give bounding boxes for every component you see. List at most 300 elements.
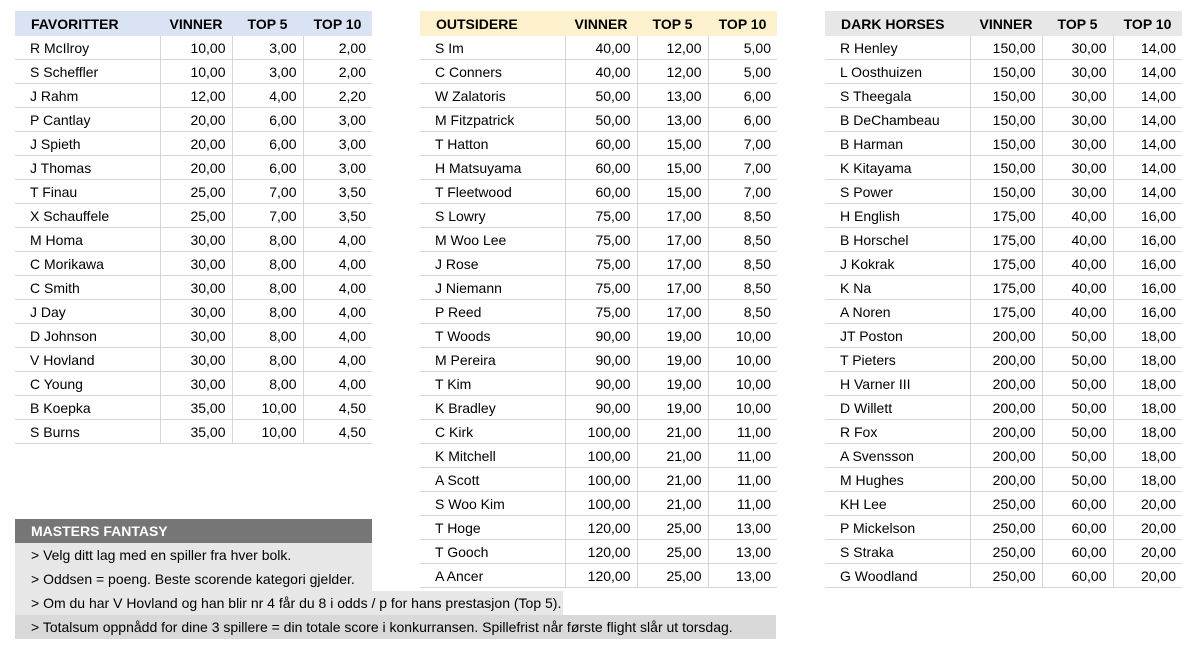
- table-row: [15, 156, 372, 180]
- player-name: JT Poston: [825, 324, 970, 348]
- odds-value: 75,00: [565, 252, 637, 276]
- player-name: P Mickelson: [825, 516, 970, 540]
- odds-value: 60,00: [565, 180, 637, 204]
- odds-value: 8,50: [708, 300, 777, 324]
- player-name: J Rose: [420, 252, 565, 276]
- table-row: [15, 36, 372, 60]
- odds-value: 16,00: [1113, 204, 1182, 228]
- fantasy-rule: > Om du har V Hovland og han blir nr 4 får du 8 i odds / p for hans prestasjon (Top 5).: [15, 591, 563, 615]
- odds-value: 30,00: [1042, 60, 1113, 84]
- table-row: [420, 396, 777, 420]
- odds-value: 17,00: [637, 204, 708, 228]
- odds-value: 30,00: [1042, 108, 1113, 132]
- table-row: [825, 492, 1182, 516]
- odds-value: 200,00: [970, 372, 1042, 396]
- table-row: [825, 276, 1182, 300]
- player-name: M Pereira: [420, 348, 565, 372]
- odds-value: 8,50: [708, 252, 777, 276]
- table-row: [825, 444, 1182, 468]
- odds-value: 175,00: [970, 252, 1042, 276]
- table-row: [420, 444, 777, 468]
- dark-horses-table: [825, 11, 1182, 588]
- player-name: S Lowry: [420, 204, 565, 228]
- column-header: VINNER: [574, 15, 628, 32]
- odds-value: 18,00: [1113, 348, 1182, 372]
- odds-value: 60,00: [1042, 516, 1113, 540]
- odds-value: 14,00: [1113, 132, 1182, 156]
- odds-value: 150,00: [970, 156, 1042, 180]
- odds-value: 8,00: [232, 300, 303, 324]
- odds-value: 2,20: [303, 84, 372, 108]
- odds-value: 7,00: [232, 180, 303, 204]
- player-name: T Finau: [15, 180, 160, 204]
- table-row: [420, 348, 777, 372]
- odds-value: 120,00: [565, 540, 637, 564]
- player-name: T Hoge: [420, 516, 565, 540]
- odds-value: 10,00: [708, 372, 777, 396]
- player-name: J Kokrak: [825, 252, 970, 276]
- odds-value: 30,00: [1042, 132, 1113, 156]
- player-name: M Hughes: [825, 468, 970, 492]
- table-row: [825, 372, 1182, 396]
- odds-value: 3,00: [232, 60, 303, 84]
- player-name: K Bradley: [420, 396, 565, 420]
- odds-value: 12,00: [637, 60, 708, 84]
- odds-value: 60,00: [1042, 540, 1113, 564]
- table-row: [825, 204, 1182, 228]
- odds-value: 10,00: [708, 348, 777, 372]
- player-name: H Varner III: [825, 372, 970, 396]
- odds-value: 30,00: [1042, 36, 1113, 60]
- table-row: [825, 396, 1182, 420]
- odds-value: 21,00: [637, 420, 708, 444]
- favoritter-table: [15, 11, 372, 444]
- odds-value: 4,50: [303, 396, 372, 420]
- odds-value: 21,00: [637, 492, 708, 516]
- table-row: [15, 108, 372, 132]
- odds-value: 4,00: [303, 252, 372, 276]
- table-row: [420, 324, 777, 348]
- player-name: T Hatton: [420, 132, 565, 156]
- player-name: S Scheffler: [15, 60, 160, 84]
- player-name: M Fitzpatrick: [420, 108, 565, 132]
- table-row: [825, 36, 1182, 60]
- odds-value: 40,00: [1042, 204, 1113, 228]
- player-name: S Straka: [825, 540, 970, 564]
- odds-value: 75,00: [565, 276, 637, 300]
- player-name: P Reed: [420, 300, 565, 324]
- odds-value: 100,00: [565, 444, 637, 468]
- odds-value: 2,00: [303, 60, 372, 84]
- masters-fantasy-title: MASTERS FANTASY: [15, 519, 372, 543]
- odds-value: 4,00: [232, 84, 303, 108]
- odds-value: 150,00: [970, 132, 1042, 156]
- table-header-row: [420, 11, 777, 36]
- category-header: DARK HORSES: [841, 15, 945, 32]
- player-name: S Woo Kim: [420, 492, 565, 516]
- table-row: [825, 156, 1182, 180]
- odds-value: 13,00: [637, 108, 708, 132]
- odds-value: 50,00: [1042, 396, 1113, 420]
- odds-value: 35,00: [160, 396, 232, 420]
- table-row: [15, 324, 372, 348]
- odds-value: 30,00: [160, 228, 232, 252]
- player-name: D Johnson: [15, 324, 160, 348]
- odds-value: 14,00: [1113, 84, 1182, 108]
- odds-value: 17,00: [637, 228, 708, 252]
- table-row: [420, 228, 777, 252]
- odds-value: 75,00: [565, 300, 637, 324]
- table-row: [15, 276, 372, 300]
- table-row: [825, 348, 1182, 372]
- player-name: K Kitayama: [825, 156, 970, 180]
- player-name: S Power: [825, 180, 970, 204]
- odds-value: 30,00: [160, 324, 232, 348]
- player-name: J Rahm: [15, 84, 160, 108]
- odds-value: 8,50: [708, 204, 777, 228]
- player-name: S Im: [420, 36, 565, 60]
- odds-value: 16,00: [1113, 252, 1182, 276]
- player-name: M Homa: [15, 228, 160, 252]
- odds-value: 175,00: [970, 300, 1042, 324]
- player-name: H English: [825, 204, 970, 228]
- player-name: R McIlroy: [15, 36, 160, 60]
- player-name: A Noren: [825, 300, 970, 324]
- odds-value: 120,00: [565, 516, 637, 540]
- odds-value: 4,00: [303, 324, 372, 348]
- odds-value: 120,00: [565, 564, 637, 588]
- table-row: [15, 300, 372, 324]
- table-row: [15, 372, 372, 396]
- odds-value: 2,00: [303, 36, 372, 60]
- odds-value: 16,00: [1113, 228, 1182, 252]
- table-row: [15, 396, 372, 420]
- odds-value: 7,00: [232, 204, 303, 228]
- odds-value: 150,00: [970, 84, 1042, 108]
- category-header: FAVORITTER: [31, 15, 119, 32]
- odds-value: 15,00: [637, 180, 708, 204]
- table-row: [420, 252, 777, 276]
- odds-value: 30,00: [160, 252, 232, 276]
- table-row: [420, 300, 777, 324]
- odds-value: 18,00: [1113, 468, 1182, 492]
- odds-value: 40,00: [1042, 252, 1113, 276]
- odds-value: 11,00: [708, 468, 777, 492]
- odds-value: 3,50: [303, 204, 372, 228]
- column-header: TOP 5: [652, 15, 693, 32]
- odds-value: 4,00: [303, 228, 372, 252]
- odds-value: 12,00: [637, 36, 708, 60]
- table-row: [420, 516, 777, 540]
- odds-value: 11,00: [708, 444, 777, 468]
- table-row: [15, 84, 372, 108]
- odds-value: 50,00: [1042, 444, 1113, 468]
- odds-value: 20,00: [160, 156, 232, 180]
- player-name: B Horschel: [825, 228, 970, 252]
- odds-value: 175,00: [970, 228, 1042, 252]
- table-row: [420, 540, 777, 564]
- table-row: [420, 372, 777, 396]
- odds-value: 175,00: [970, 276, 1042, 300]
- odds-value: 60,00: [565, 132, 637, 156]
- odds-value: 18,00: [1113, 420, 1182, 444]
- odds-value: 90,00: [565, 396, 637, 420]
- player-name: H Matsuyama: [420, 156, 565, 180]
- odds-value: 19,00: [637, 372, 708, 396]
- player-name: K Mitchell: [420, 444, 565, 468]
- table-row: [825, 252, 1182, 276]
- odds-value: 10,00: [232, 396, 303, 420]
- odds-value: 40,00: [1042, 300, 1113, 324]
- table-row: [825, 132, 1182, 156]
- odds-value: 175,00: [970, 204, 1042, 228]
- odds-value: 25,00: [160, 204, 232, 228]
- table-row: [420, 276, 777, 300]
- odds-value: 13,00: [708, 564, 777, 588]
- odds-value: 10,00: [708, 324, 777, 348]
- odds-value: 50,00: [1042, 372, 1113, 396]
- odds-value: 14,00: [1113, 180, 1182, 204]
- player-name: C Conners: [420, 60, 565, 84]
- column-header: TOP 5: [1057, 15, 1098, 32]
- player-name: B Harman: [825, 132, 970, 156]
- odds-value: 6,00: [232, 108, 303, 132]
- odds-value: 100,00: [565, 468, 637, 492]
- odds-value: 20,00: [1113, 564, 1182, 588]
- table-row: [420, 132, 777, 156]
- table-row: [15, 252, 372, 276]
- odds-value: 40,00: [1042, 228, 1113, 252]
- odds-value: 200,00: [970, 420, 1042, 444]
- odds-value: 6,00: [232, 132, 303, 156]
- player-name: C Young: [15, 372, 160, 396]
- fantasy-rule: > Oddsen = poeng. Beste scorende kategori gjelder.: [15, 567, 372, 591]
- odds-value: 3,50: [303, 180, 372, 204]
- column-header: TOP 10: [718, 15, 767, 32]
- odds-value: 4,00: [303, 348, 372, 372]
- odds-value: 4,00: [303, 276, 372, 300]
- table-row: [825, 420, 1182, 444]
- player-name: T Pieters: [825, 348, 970, 372]
- player-name: G Woodland: [825, 564, 970, 588]
- odds-value: 30,00: [160, 348, 232, 372]
- table-row: [825, 180, 1182, 204]
- odds-value: 6,00: [708, 84, 777, 108]
- table-row: [15, 180, 372, 204]
- odds-value: 18,00: [1113, 324, 1182, 348]
- odds-value: 8,00: [232, 228, 303, 252]
- table-row: [825, 468, 1182, 492]
- odds-value: 5,00: [708, 36, 777, 60]
- player-name: KH Lee: [825, 492, 970, 516]
- player-name: J Niemann: [420, 276, 565, 300]
- odds-value: 200,00: [970, 396, 1042, 420]
- odds-value: 21,00: [637, 468, 708, 492]
- column-header: TOP 10: [313, 15, 362, 32]
- table-row: [825, 228, 1182, 252]
- table-row: [420, 60, 777, 84]
- player-name: J Spieth: [15, 132, 160, 156]
- table-row: [15, 132, 372, 156]
- odds-value: 8,50: [708, 276, 777, 300]
- odds-value: 30,00: [1042, 156, 1113, 180]
- odds-value: 8,00: [232, 252, 303, 276]
- odds-value: 18,00: [1113, 444, 1182, 468]
- odds-value: 25,00: [637, 540, 708, 564]
- table-row: [825, 324, 1182, 348]
- odds-value: 18,00: [1113, 372, 1182, 396]
- player-name: P Cantlay: [15, 108, 160, 132]
- odds-value: 25,00: [637, 564, 708, 588]
- odds-value: 200,00: [970, 468, 1042, 492]
- table-row: [825, 564, 1182, 588]
- odds-value: 3,00: [303, 132, 372, 156]
- odds-value: 7,00: [708, 156, 777, 180]
- odds-value: 6,00: [232, 156, 303, 180]
- odds-value: 30,00: [1042, 180, 1113, 204]
- player-name: J Thomas: [15, 156, 160, 180]
- odds-value: 13,00: [637, 84, 708, 108]
- odds-value: 20,00: [1113, 492, 1182, 516]
- odds-value: 19,00: [637, 324, 708, 348]
- odds-value: 50,00: [1042, 348, 1113, 372]
- table-row: [15, 60, 372, 84]
- odds-value: 20,00: [160, 108, 232, 132]
- odds-value: 250,00: [970, 492, 1042, 516]
- table-row: [420, 108, 777, 132]
- odds-value: 6,00: [708, 108, 777, 132]
- odds-value: 40,00: [565, 36, 637, 60]
- player-name: C Morikawa: [15, 252, 160, 276]
- player-name: M Woo Lee: [420, 228, 565, 252]
- player-name: A Svensson: [825, 444, 970, 468]
- odds-value: 17,00: [637, 276, 708, 300]
- odds-value: 30,00: [1042, 84, 1113, 108]
- player-name: W Zalatoris: [420, 84, 565, 108]
- table-row: [420, 156, 777, 180]
- odds-value: 13,00: [708, 540, 777, 564]
- odds-value: 19,00: [637, 348, 708, 372]
- odds-value: 75,00: [565, 228, 637, 252]
- table-row: [15, 204, 372, 228]
- odds-value: 17,00: [637, 300, 708, 324]
- odds-value: 12,00: [160, 84, 232, 108]
- player-name: T Gooch: [420, 540, 565, 564]
- odds-value: 35,00: [160, 420, 232, 444]
- player-name: X Schauffele: [15, 204, 160, 228]
- odds-value: 8,00: [232, 276, 303, 300]
- odds-value: 150,00: [970, 108, 1042, 132]
- column-header: TOP 10: [1123, 15, 1172, 32]
- odds-value: 10,00: [708, 396, 777, 420]
- odds-value: 3,00: [232, 36, 303, 60]
- odds-value: 11,00: [708, 420, 777, 444]
- player-name: B DeChambeau: [825, 108, 970, 132]
- player-name: S Burns: [15, 420, 160, 444]
- odds-value: 40,00: [1042, 276, 1113, 300]
- odds-value: 30,00: [160, 276, 232, 300]
- table-row: [825, 516, 1182, 540]
- table-row: [420, 204, 777, 228]
- odds-value: 20,00: [160, 132, 232, 156]
- odds-value: 8,00: [232, 348, 303, 372]
- odds-value: 10,00: [160, 36, 232, 60]
- column-header: TOP 5: [247, 15, 288, 32]
- odds-value: 20,00: [1113, 516, 1182, 540]
- table-row: [420, 420, 777, 444]
- odds-value: 90,00: [565, 372, 637, 396]
- odds-value: 150,00: [970, 180, 1042, 204]
- odds-value: 7,00: [708, 132, 777, 156]
- odds-value: 250,00: [970, 540, 1042, 564]
- odds-value: 3,00: [303, 156, 372, 180]
- odds-value: 15,00: [637, 132, 708, 156]
- odds-value: 8,00: [232, 372, 303, 396]
- odds-value: 18,00: [1113, 396, 1182, 420]
- odds-value: 100,00: [565, 492, 637, 516]
- table-row: [825, 108, 1182, 132]
- table-row: [15, 228, 372, 252]
- odds-value: 14,00: [1113, 36, 1182, 60]
- odds-value: 4,50: [303, 420, 372, 444]
- odds-value: 7,00: [708, 180, 777, 204]
- table-row: [420, 564, 777, 588]
- odds-value: 14,00: [1113, 156, 1182, 180]
- odds-value: 30,00: [160, 300, 232, 324]
- table-row: [420, 36, 777, 60]
- outsidere-table: [420, 11, 777, 588]
- odds-value: 40,00: [565, 60, 637, 84]
- odds-value: 60,00: [1042, 492, 1113, 516]
- odds-value: 16,00: [1113, 276, 1182, 300]
- odds-value: 5,00: [708, 60, 777, 84]
- player-name: R Henley: [825, 36, 970, 60]
- odds-value: 60,00: [1042, 564, 1113, 588]
- odds-value: 10,00: [232, 420, 303, 444]
- odds-value: 150,00: [970, 36, 1042, 60]
- fantasy-rule: > Totalsum oppnådd for dine 3 spillere = din totale score i konkurransen. Spillefrist når første flight slår ut torsdag.: [15, 615, 776, 639]
- player-name: C Kirk: [420, 420, 565, 444]
- odds-value: 8,00: [232, 324, 303, 348]
- odds-value: 90,00: [565, 324, 637, 348]
- odds-value: 200,00: [970, 348, 1042, 372]
- player-name: K Na: [825, 276, 970, 300]
- odds-value: 50,00: [565, 108, 637, 132]
- odds-value: 14,00: [1113, 108, 1182, 132]
- table-row: [825, 84, 1182, 108]
- odds-value: 17,00: [637, 252, 708, 276]
- table-row: [420, 468, 777, 492]
- player-name: J Day: [15, 300, 160, 324]
- odds-value: 75,00: [565, 204, 637, 228]
- player-name: L Oosthuizen: [825, 60, 970, 84]
- odds-value: 50,00: [1042, 468, 1113, 492]
- odds-value: 150,00: [970, 60, 1042, 84]
- column-header: VINNER: [979, 15, 1033, 32]
- table-header-row: [15, 11, 372, 36]
- player-name: B Koepka: [15, 396, 160, 420]
- table-row: [825, 300, 1182, 324]
- player-name: C Smith: [15, 276, 160, 300]
- odds-value: 60,00: [565, 156, 637, 180]
- table-row: [15, 348, 372, 372]
- table-row: [15, 420, 372, 444]
- odds-value: 4,00: [303, 300, 372, 324]
- table-header-row: [825, 11, 1182, 36]
- odds-value: 10,00: [160, 60, 232, 84]
- odds-value: 50,00: [565, 84, 637, 108]
- player-name: T Fleetwood: [420, 180, 565, 204]
